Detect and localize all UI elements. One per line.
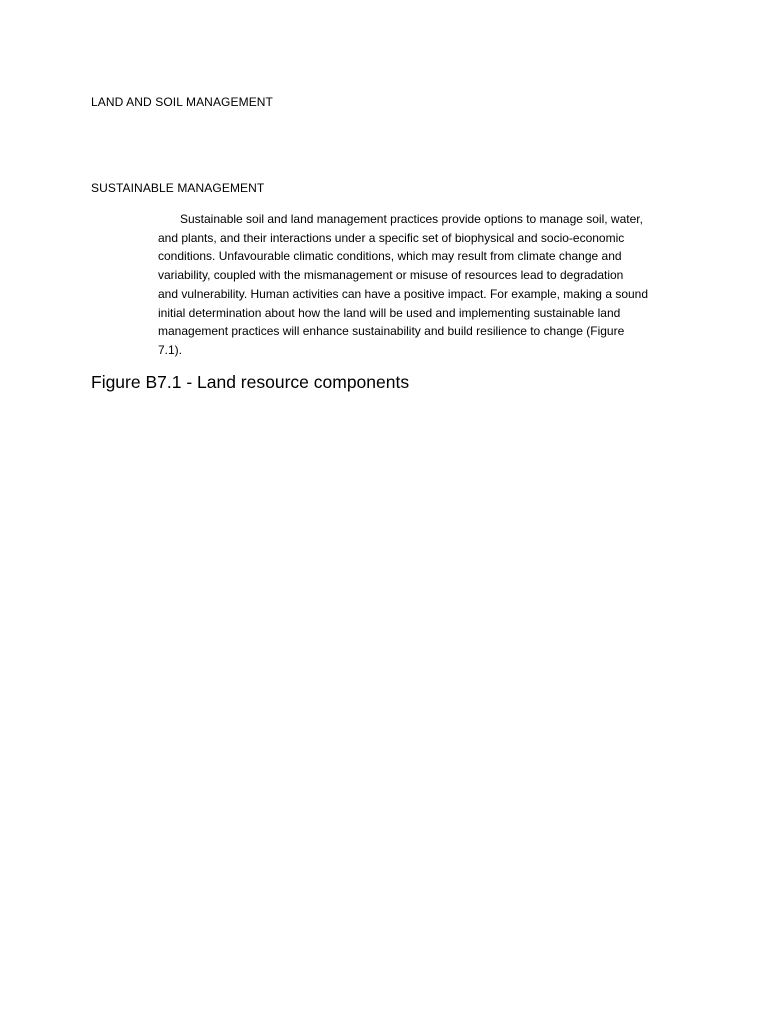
paragraph-line: and vulnerability. Human activities can have a positive impact. For example, making a sound <box>158 286 649 301</box>
paragraph-line: initial determination about how the land will be used and implementing sustainable land <box>158 305 621 320</box>
paragraph-line: 7.1). <box>158 342 183 357</box>
paragraph-line: and plants, and their interactions under a specific set of biophysical and socio-economic <box>158 230 625 245</box>
figure-caption: Figure B7.1 - Land resource components <box>91 372 410 392</box>
paragraph-line: conditions. Unfavourable climatic conditions, which may result from climate change and <box>158 249 622 264</box>
paragraph-line: variability, coupled with the mismanagement or misuse of resources lead to degradation <box>158 268 624 283</box>
paragraph-line: management practices will enhance sustainability and build resilience to change (Figure <box>158 324 625 339</box>
document-title: LAND AND SOIL MANAGEMENT <box>91 95 273 109</box>
section-heading: SUSTAINABLE MANAGEMENT <box>91 181 265 195</box>
body-paragraph <box>158 210 678 360</box>
paragraph-line: Sustainable soil and land management practices provide options to manage soil, water, <box>180 212 643 226</box>
